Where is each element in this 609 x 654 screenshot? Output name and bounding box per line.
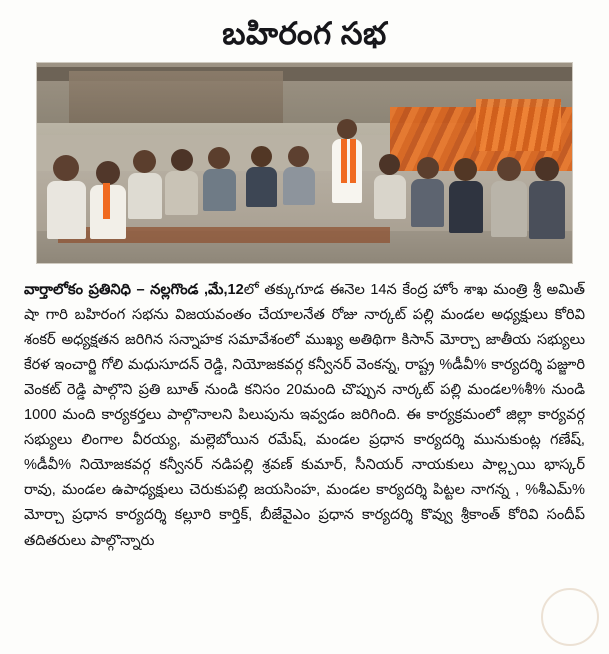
photo-person [171,149,193,215]
photo-person [53,155,79,239]
photo-person [251,146,272,207]
photo-person [96,161,120,239]
photo-stacked-chairs-secondary [476,99,562,151]
photo-person [417,157,439,227]
article-photo [36,62,573,264]
watermark-seal [541,588,599,646]
page-title: బహిరంగ సభ [222,16,387,51]
article-text [24,278,585,554]
article-byline: వార్తాలోకం ప్రతినిధి – నల్లగొండ ,మే,12 [24,281,244,298]
photo-person [454,158,477,233]
photo-person [208,147,230,211]
article-body: లో తక్కుగూడ ఈనెల 14న కేంద్ర హోం శాఖ మంత్రి శ్రీ అమిత్ షా గారి బహిరంగ సభను విజయవంతం చేయాలనేత రోజు నార్కట్ పల్లి మండల అధ్యక్షులు కోరివి శంకర్ అధ్యక్షతన జరిగిన సన్నాహక సమావేశంలో ముఖ్య అతిథిగా కిసాన్ మోర్చా జాతీయ సభ్యులు కేరళ ఇంచార్జి గోలి మధుసూదన్ రెడ్డి, నియోజకవర్గ కన్వీనర్ వెంకన్న, రాష్ట్ర %డీవీ% కార్యదర్శి పజ్జూరి వెంకట్ రెడ్డి పాల్గొని ప్రతి బూత్ నుండి కనిసం 20మంది చొప్పున నార్కట్ పల్లి మండల%శీ% నుండి 1000 మంది కార్యకర్తలు పాల్గొనాలని పిలుపును ఇవ్వడం జరిగింది. ఈ కార్యక్రమంలో జిల్లా కార్యవర్గ సభ్యులు లింగాల వీరయ్య, మల్లెబోయిన రమేష్, మండల ప్రధాన కార్యదర్శి మునుకుంట్ల గణేష్, %డీవీ% నియోజకవర్గ కన్వీనర్ నడిపల్లి శ్రవణ్ కుమార్, సీనియర్ నాయకులు పాల్ల్చయి భాస్కర్ రావు, మండల ఉపాధ్యక్షులు చెరుకుపల్లి జయసింహ, మండల కార్యదర్శి పిట్టల నాగన్న , %శీఎమ్% మోర్చా ప్రధాన కార్యదర్శి కల్లూరి కార్తిక్, బీజేవైఎం ప్రధాన కార్యదర్శి కొవ్వు శ్రీకాంత్ కోరివి సందీప్ తదితరులు పాల్గొన్నారు [24,281,585,549]
photo-person [379,154,400,219]
photo-person [288,146,309,205]
photo-background-building [69,71,283,123]
photo-person [497,157,521,237]
photo-person [133,150,156,219]
photo-person [535,157,559,239]
photo-speaker [337,119,357,203]
